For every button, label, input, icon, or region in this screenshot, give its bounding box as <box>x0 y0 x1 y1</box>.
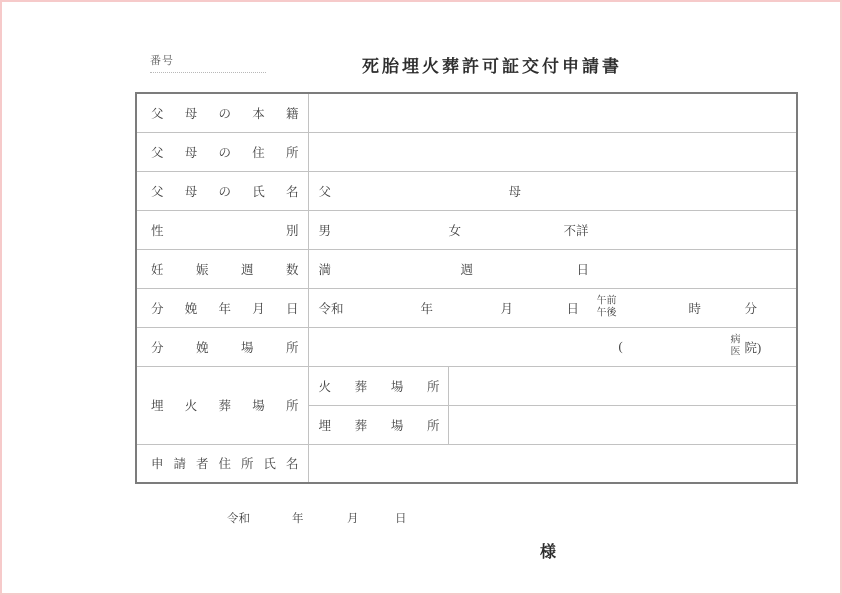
footer-month-label: 月 <box>347 513 359 525</box>
value-registered-domicile <box>308 93 797 132</box>
pm-label: 午後 <box>596 307 617 319</box>
hospital-clinic-label <box>731 334 741 359</box>
label-registered-domicile: 父 母 の 本 籍 <box>136 93 308 132</box>
sex-male-option: 男 <box>318 223 332 238</box>
sex-unknown-option: 不詳 <box>563 223 589 238</box>
month-label: 月 <box>500 301 514 316</box>
page-title: 死胎埋火葬許可証交付申請書 <box>362 57 622 76</box>
label-burial-place: 埋 葬 場 所 <box>308 405 448 444</box>
gestation-weeks-label: 週 <box>460 262 474 277</box>
value-sex <box>308 210 797 249</box>
minute-label: 分 <box>744 301 758 316</box>
footer-year-label: 年 <box>292 513 304 525</box>
value-gestation-weeks <box>308 249 797 288</box>
row-registered-domicile <box>136 93 797 132</box>
year-label: 年 <box>420 301 434 316</box>
label-applicant: 申 請 者 住 所 氏 名 <box>136 444 308 483</box>
value-applicant <box>308 444 797 483</box>
row-gestation-weeks <box>136 249 797 288</box>
footer-era-label: 令和 <box>227 513 250 525</box>
label-parents-names: 父 母 の 氏 名 <box>136 171 308 210</box>
document-number-label: 番号 <box>150 55 174 67</box>
label-sex: 性 別 <box>136 210 308 249</box>
day-label: 日 <box>566 301 580 316</box>
application-form-table <box>135 92 798 484</box>
value-parents-names <box>308 171 797 210</box>
father-label: 父 <box>318 184 332 199</box>
label-burial-cremation-place: 埋 火 葬 場 所 <box>136 366 308 444</box>
value-delivery-place <box>308 327 797 366</box>
value-delivery-date <box>308 288 797 327</box>
addressee-honorific: 様 <box>540 544 557 561</box>
gestation-days-label: 日 <box>576 262 590 277</box>
row-address <box>136 132 797 171</box>
row-delivery-date <box>136 288 797 327</box>
row-applicant <box>136 444 797 483</box>
row-burial-cremation-place <box>136 366 797 405</box>
label-delivery-date: 分 娩 年 月 日 <box>136 288 308 327</box>
label-gestation-weeks: 妊 娠 週 数 <box>136 249 308 288</box>
value-address <box>308 132 797 171</box>
row-sex <box>136 210 797 249</box>
sex-female-option: 女 <box>448 223 462 238</box>
footer-date-line <box>227 510 447 526</box>
document-number-field <box>150 52 266 73</box>
mother-label: 母 <box>508 184 522 199</box>
hour-label: 時 <box>688 301 702 316</box>
label-cremation-place: 火 葬 場 所 <box>308 366 448 405</box>
value-cremation-place <box>448 366 797 405</box>
gestation-full-label: 満 <box>318 262 332 277</box>
am-label: 午前 <box>596 295 617 306</box>
am-pm-label <box>597 295 617 320</box>
hospital-char: 病 <box>730 334 741 345</box>
row-delivery-place <box>136 327 797 366</box>
value-burial-place <box>448 405 797 444</box>
era-label: 令和 <box>318 301 344 316</box>
label-address: 父 母 の 住 所 <box>136 132 308 171</box>
clinic-char: 医 <box>730 346 741 358</box>
label-delivery-place: 分 娩 場 所 <box>136 327 308 366</box>
institution-suffix: 院) <box>744 340 762 355</box>
row-parents-names <box>136 171 797 210</box>
footer-day-label: 日 <box>395 513 407 525</box>
open-paren: ( <box>618 339 623 353</box>
